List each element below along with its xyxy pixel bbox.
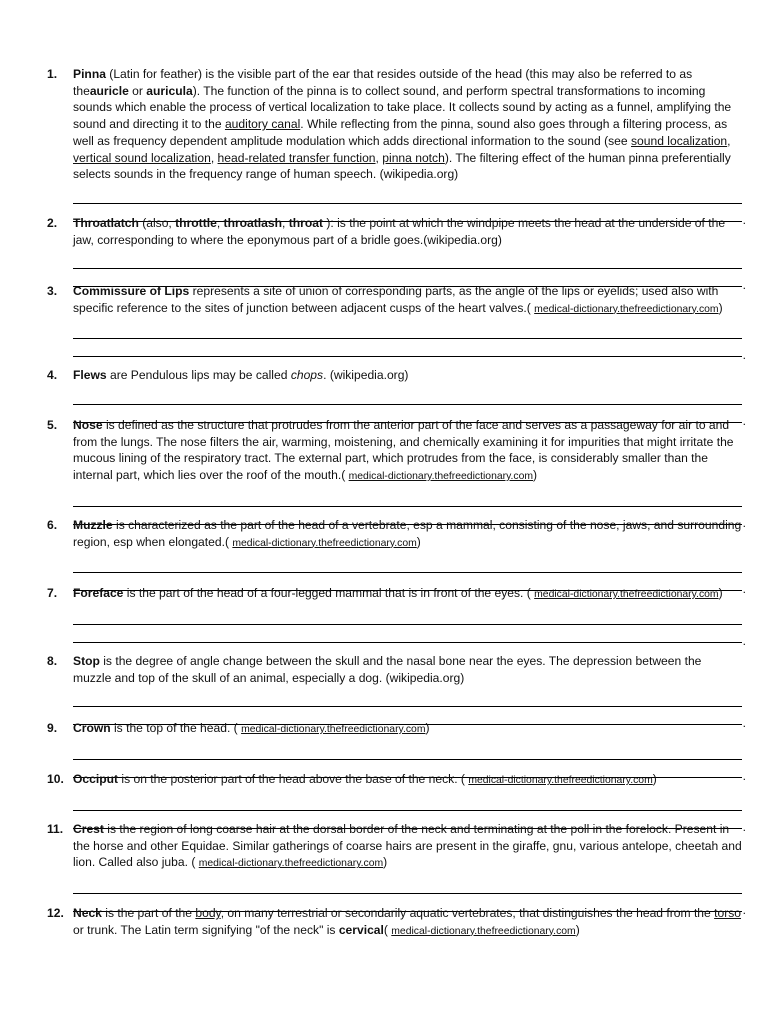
- text: ): [383, 855, 388, 870]
- term: Foreface: [73, 586, 124, 600]
- link-torso[interactable]: torso: [714, 906, 742, 920]
- entry-number: 8.: [47, 654, 58, 668]
- term: Occiput: [73, 772, 119, 786]
- line-end-dot: .: [742, 348, 746, 363]
- term: Muzzle: [73, 518, 113, 532]
- line-end-dot: .: [742, 413, 746, 428]
- text: ,: [727, 133, 731, 148]
- answer-line[interactable]: [73, 742, 742, 760]
- term: cervical: [338, 922, 384, 937]
- term: Nose: [73, 418, 103, 432]
- text: ): is the point at which the windpipe meets the head at the underside of the jaw, corresponding to where the eponymous part of a bridle goes.(wikipedia.org): [73, 216, 726, 247]
- source-link[interactable]: medical-dictionary.thefreedictionary.com: [348, 471, 534, 483]
- term: Throatlatch: [73, 216, 139, 230]
- line-end-dot: .: [742, 716, 746, 731]
- text: ,: [216, 216, 224, 230]
- source-link[interactable]: medical-dictionary.thefreedictionary.com: [241, 724, 426, 735]
- text: ). The filtering effect of the human pinna preferentially selects sounds in the frequency range of human speech. (wikipedia.org): [73, 150, 731, 182]
- source-link[interactable]: medical-dictionary.thefreedictionary.com: [534, 589, 719, 600]
- link-sound-localization[interactable]: sound localization: [631, 133, 728, 148]
- answer-line[interactable]: [73, 339, 742, 357]
- source-link[interactable]: medical-dictionary.thefreedictionary.com: [468, 775, 653, 786]
- entry-number: 9.: [47, 721, 58, 735]
- text: ): [718, 586, 723, 600]
- entry-number: 3.: [47, 284, 58, 298]
- entry-number: 10.: [47, 772, 64, 786]
- text: ,: [210, 150, 218, 165]
- answer-lines[interactable]: [73, 607, 746, 648]
- answer-line[interactable]: [73, 555, 742, 573]
- term: Crown: [73, 721, 111, 735]
- source-link[interactable]: medical-dictionary.thefreedictionary.com: [232, 537, 417, 549]
- text: ): [416, 534, 421, 549]
- entry-text: [73, 283, 742, 318]
- text: is characterized as the part of the head of a vertebrate, esp a mammal, consisting of the nose, jaws, and surrounding region, esp when elongated.(: [73, 518, 742, 549]
- entry-text: [73, 653, 742, 686]
- answer-line[interactable]: [73, 607, 742, 625]
- answer-line[interactable]: [73, 689, 742, 707]
- source-link[interactable]: medical-dictionary.thefreedictionary.com: [198, 858, 384, 870]
- entry-text: [73, 66, 742, 183]
- term: throatlash: [223, 216, 283, 230]
- text: ): [652, 772, 657, 786]
- italic-term: chops: [290, 368, 324, 382]
- answer-line[interactable]: [73, 625, 742, 643]
- line-end-dot: .: [742, 903, 746, 918]
- source-link[interactable]: medical-dictionary.thefreedictionary.com: [534, 303, 719, 315]
- entry-text: [73, 585, 742, 604]
- answer-line[interactable]: [73, 793, 742, 811]
- entry-number: 4.: [47, 368, 58, 382]
- entry-number: 7.: [47, 586, 58, 600]
- entry-text: [73, 215, 742, 248]
- term: Pinna: [73, 67, 106, 81]
- term: Crest: [73, 822, 104, 836]
- term: auricula: [146, 83, 193, 98]
- text: ): [575, 922, 580, 937]
- text: is the part of the: [101, 906, 196, 920]
- answer-line[interactable]: [73, 876, 742, 894]
- link-hrtf[interactable]: head-related transfer function: [217, 150, 376, 165]
- text: ,: [282, 216, 289, 230]
- entry-text: [73, 821, 742, 873]
- link-pinna-notch[interactable]: pinna notch: [382, 150, 445, 165]
- link-vertical-sound-localization[interactable]: vertical sound localization: [73, 150, 211, 165]
- link-body[interactable]: body: [195, 906, 221, 920]
- text: (: [383, 922, 392, 937]
- text: ,: [375, 150, 383, 165]
- text: ): [718, 300, 723, 315]
- entry-number: 5.: [47, 418, 58, 432]
- text: or: [128, 83, 147, 98]
- line-end-dot: .: [742, 515, 746, 530]
- term: auricle: [89, 83, 129, 98]
- entry-commissure: [47, 283, 746, 363]
- source-link[interactable]: medical-dictionary.thefreedictionary.com: [391, 925, 576, 937]
- entry-neck: [47, 905, 742, 940]
- text: , on many terrestrial or secondarily aquatic vertebrates, that distinguishes the head from the: [220, 906, 715, 920]
- term: Flews: [73, 368, 107, 382]
- text: represents a site of union of corresponding parts, as the angle of the lips or eyelids; used also with specific reference to the sites of junction between adjacent cusps of the heart valves.(: [73, 284, 719, 315]
- term: Stop: [73, 654, 100, 668]
- entry-text: [73, 771, 742, 790]
- line-end-dot: .: [742, 768, 746, 783]
- text: is the top of the head. (: [110, 721, 242, 735]
- answer-line[interactable]: [73, 186, 742, 204]
- entry-text: [73, 720, 742, 739]
- link-auditory-canal[interactable]: auditory canal: [224, 117, 301, 132]
- entry-text: [73, 905, 742, 940]
- text: are Pendulous lips may be called: [106, 368, 291, 382]
- entry-text: [73, 517, 742, 552]
- text: ): [533, 468, 538, 483]
- line-end-dot: .: [742, 278, 746, 293]
- entry-nose: [47, 417, 746, 530]
- entry-number: 2.: [47, 216, 58, 230]
- text: (also,: [138, 216, 176, 230]
- text: is the part of the head of a four-legged mammal that is in front of the eyes. (: [123, 586, 535, 600]
- line-end-dot: .: [742, 582, 746, 597]
- text: is on the posterior part of the head above the base of the neck. (: [118, 772, 469, 786]
- answer-lines[interactable]: [73, 321, 746, 363]
- text: is defined as the structure that protrudes from the anterior part of the face and serves as a passageway for air to and from the lungs. The nose filters the air, warming, moistening, and chemically examining it for impurities that might irritate the mucous lining of the respiratory tract. The external part, which protrudes from the face, is considerably smaller than the internal part, which lies over the roof of the mouth.(: [73, 418, 734, 483]
- text: (Latin for feather) is the visible part of the ear that resides outside of the head (this may also be referred to as the: [73, 67, 693, 98]
- term: throat: [288, 216, 324, 230]
- answer-line[interactable]: [73, 251, 742, 269]
- entry-number: 6.: [47, 518, 58, 532]
- entry-text: [73, 367, 742, 384]
- text: . While reflecting from the pinna, sound also goes through a filtering process, as well as frequency dependent amplitude modulation which adds directional information to the sound (see: [73, 117, 728, 148]
- entry-number: 12.: [47, 906, 64, 920]
- answer-line[interactable]: [73, 489, 742, 507]
- line-end-dot: .: [742, 633, 746, 648]
- text: is the degree of angle change between the skull and the nasal bone near the eyes. The depression between the muzzle and top of the skull of an animal, especially a dog. (wikipedia.org): [73, 654, 702, 685]
- term: throttle: [175, 216, 217, 230]
- entry-foreface: [47, 585, 746, 648]
- entry-text: [73, 417, 742, 486]
- text: is the region of long coarse hair at the dorsal border of the neck and terminating at the poll in the forelock. Present in the horse and other Equidae. Similar gatherings of coarse hairs are present in the giraffe, gnu, various antelope, cheetah and lion. Called also juba. (: [73, 822, 742, 870]
- entry-number: 11.: [47, 822, 64, 836]
- text: or trunk. The Latin term signifying "of the neck" is: [73, 922, 339, 937]
- entry-number: 1.: [47, 67, 58, 81]
- text: ): [425, 721, 430, 735]
- text: . (wikipedia.org): [323, 368, 409, 382]
- line-end-dot: .: [742, 819, 746, 834]
- text: ). The function of the pinna is to collect sound, and perform spectral transformations to incoming sounds which enable the process of vertical localization to take place. It collects sound by acting as a funnel, amplifying the sound and directing it to the: [73, 83, 732, 132]
- term: Commissure of Lips: [73, 284, 190, 298]
- answer-line[interactable]: [73, 387, 742, 405]
- line-end-dot: .: [742, 212, 746, 227]
- answer-line[interactable]: [73, 321, 742, 339]
- term: Neck: [73, 906, 102, 920]
